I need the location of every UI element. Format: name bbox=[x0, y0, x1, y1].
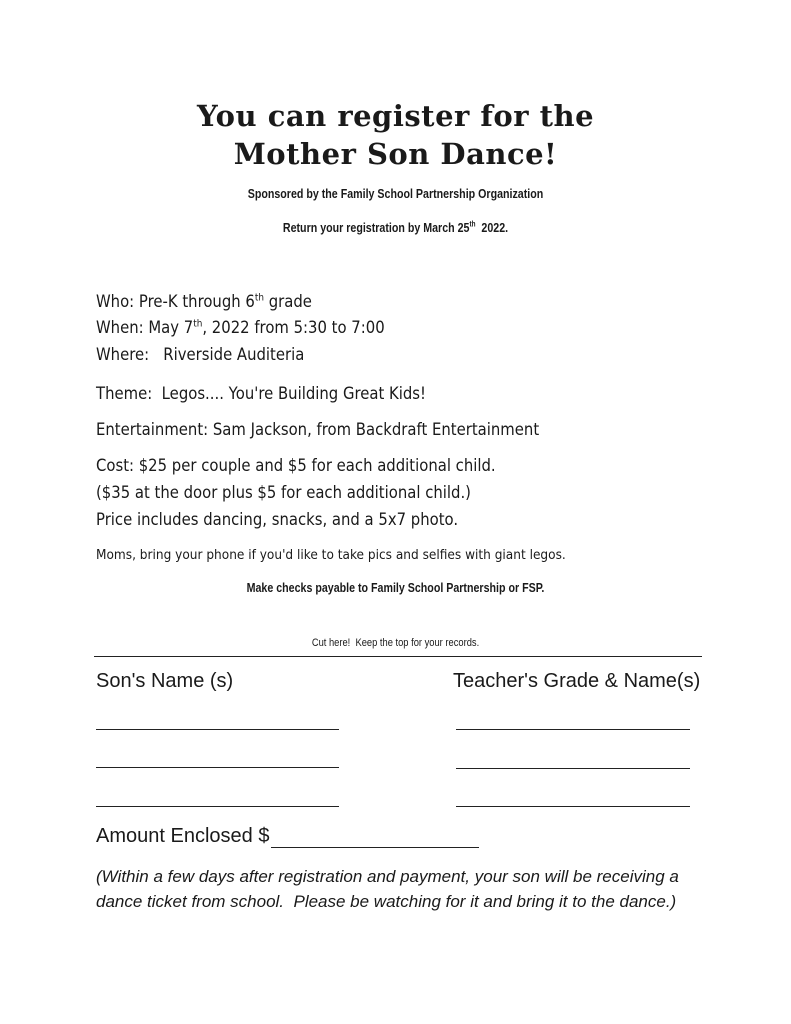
teacher-label: Teacher's Grade & Name(s) bbox=[453, 670, 701, 692]
moms-note: Moms, bring your phone if you'd like to take pics and selfies with giant legos. bbox=[96, 547, 566, 563]
sons-name-field-3[interactable] bbox=[96, 806, 339, 807]
teacher-field-3[interactable] bbox=[456, 806, 690, 807]
theme-line: Theme: Legos.... You're Building Great Kids! bbox=[96, 384, 426, 403]
who-prefix: Who: Pre-K through 6 bbox=[96, 292, 255, 311]
who-line bbox=[96, 290, 312, 314]
when-line bbox=[96, 316, 385, 340]
cost-line-1: Cost: $25 per couple and $5 for each additional child. bbox=[96, 456, 496, 475]
return-deadline-suffix: 2022. bbox=[475, 220, 509, 235]
who-sup: th bbox=[254, 292, 264, 304]
where-line: Where: Riverside Auditeria bbox=[96, 345, 305, 364]
entertainment-line: Entertainment: Sam Jackson, from Backdraft Entertainment bbox=[96, 420, 540, 439]
amount-enclosed-label: Amount Enclosed $ bbox=[96, 825, 270, 847]
checks-note: Make checks payable to Family School Partnership or FSP. bbox=[246, 580, 545, 595]
cut-note: Cut here! Keep the top for your records. bbox=[311, 637, 480, 649]
when-suffix: , 2022 from 5:30 to 7:00 bbox=[202, 318, 385, 337]
sponsor-line: Sponsored by the Family School Partnership Organization bbox=[247, 186, 544, 201]
when-sup: th bbox=[193, 318, 203, 330]
teacher-field-1[interactable] bbox=[456, 729, 690, 730]
sons-name-field-1[interactable] bbox=[96, 729, 339, 730]
return-deadline-line bbox=[71, 220, 720, 235]
sons-name-field-2[interactable] bbox=[96, 767, 339, 768]
sons-name-label: Son's Name (s) bbox=[96, 670, 234, 692]
teacher-field-2[interactable] bbox=[456, 768, 690, 769]
return-deadline-sup: th bbox=[469, 219, 476, 229]
cost-line-2: ($35 at the door plus $5 for each additional child.) bbox=[96, 483, 471, 502]
amount-enclosed-field[interactable] bbox=[271, 847, 479, 848]
footnote-line-1: (Within a few days after registration and payment, your son will be receiving a bbox=[96, 867, 679, 886]
title-line-2: Mother Son Dance! bbox=[233, 137, 558, 171]
cost-line-3: Price includes dancing, snacks, and a 5x7 photo. bbox=[96, 510, 459, 529]
when-prefix: When: May 7 bbox=[96, 318, 194, 337]
cut-line bbox=[94, 656, 702, 657]
title-line-1: You can register for the bbox=[196, 99, 595, 133]
who-suffix: grade bbox=[263, 292, 312, 311]
return-deadline-prefix: Return your registration by March 25 bbox=[282, 220, 470, 235]
footnote-line-2: dance ticket from school. Please be watching for it and bring it to the dance.) bbox=[96, 892, 677, 911]
